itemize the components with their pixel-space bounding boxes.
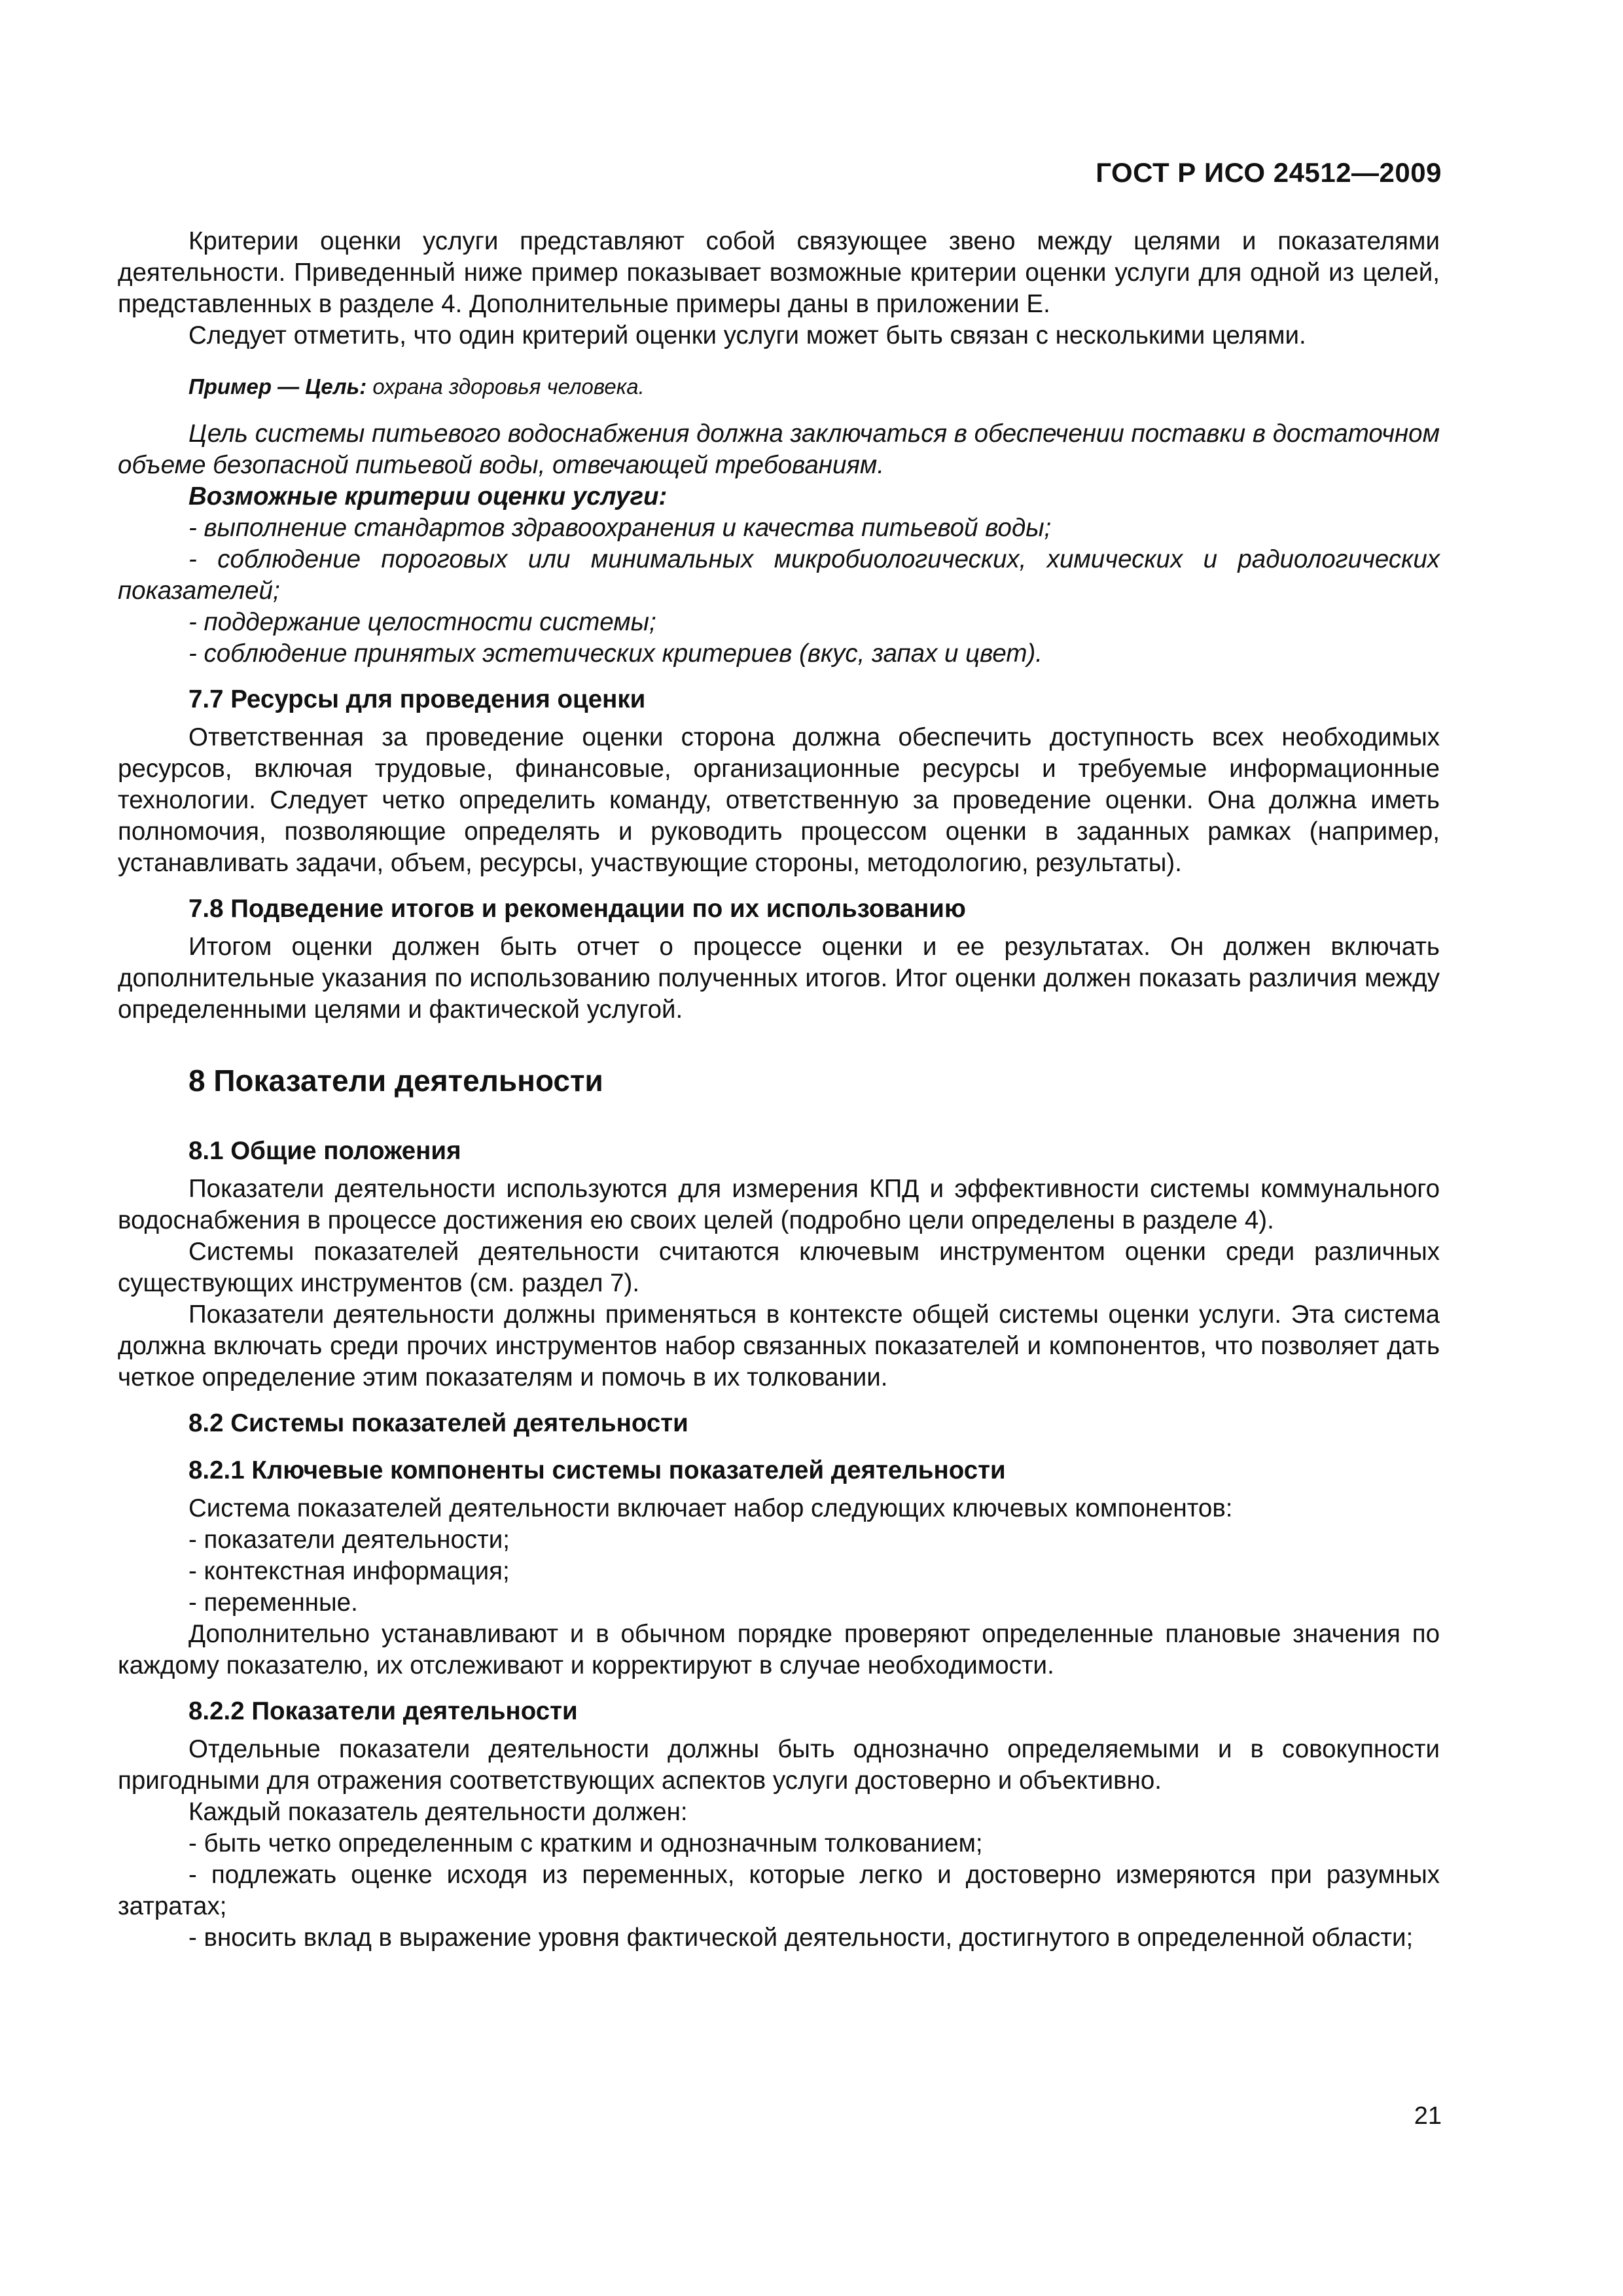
example-label-text: охрана здоровья человека. [366,374,645,399]
section-heading-8-2-2: 8.2.2 Показатели деятельности [188,1697,578,1725]
list-item: - соблюдение пороговых или минимальных микробиологических, химических и радиологических показателей; [118,545,1440,605]
document-header: ГОСТ Р ИСО 24512—2009 [1096,157,1442,188]
paragraph: Отдельные показатели деятельности должны быть однозначно определяемыми и в совокупности пригодными для отражения соответствующих аспектов услуги достоверно и объективно. [118,1735,1440,1795]
paragraph: Показатели деятельности должны применяться в контексте общей системы оценки услуги. Эта система должна включать среди прочих инструментов набор связанных показателей и компонентов, что позволяет дать четкое определение этим показателям и помочь в их толковании. [118,1300,1440,1391]
criteria-title: Возможные критерии оценки услуги: [188,482,668,511]
paragraph: Система показателей деятельности включает набор следующих ключевых компонентов: [188,1494,1233,1522]
section-heading-8-1: 8.1 Общие положения [188,1137,461,1165]
list-item: - контекстная информация; [188,1557,510,1585]
paragraph: Каждый показатель деятельности должен: [188,1798,688,1826]
paragraph: Системы показателей деятельности считаются ключевым инструментом оценки среди различных существующих инструментов (см. раздел 7). [118,1238,1440,1297]
section-heading-7-7: 7.7 Ресурсы для проведения оценки [188,685,646,713]
list-item: - показатели деятельности; [188,1526,510,1554]
section-heading-8-2-1: 8.2.1 Ключевые компоненты системы показателей деятельности [188,1456,1006,1484]
list-item: - выполнение стандартов здравоохранения и качества питьевой воды; [188,514,1052,542]
example-label [118,371,1440,403]
page-content [118,226,1440,1954]
paragraph: Дополнительно устанавливают и в обычном порядке проверяют определенные плановые значения по каждому показателю, их отслеживают и корректируют в случае необходимости. [118,1620,1440,1679]
example-goal: Цель системы питьевого водоснабжения должна заключаться в обеспечении поставки в достаточном объеме безопасной питьевой воды, отвечающей требованиям. [118,420,1440,479]
paragraph: Итогом оценки должен быть отчет о процессе оценки и ее результатах. Он должен включать дополнительные указания по использованию полученных итогов. Итог оценки должен показать различия между определенными целями и фактической услугой. [118,933,1440,1024]
paragraph: Показатели деятельности используются для измерения КПД и эффективности системы коммунального водоснабжения в процессе достижения ею своих целей (подробно цели определены в разделе 4). [118,1175,1440,1234]
page-number: 21 [1414,2102,1442,2130]
section-heading-8: 8 Показатели деятельности [188,1064,603,1098]
list-item: - подлежать оценке исходя из переменных, которые легко и достоверно измеряются при разумных затратах; [118,1861,1440,1920]
example-label-bold: Пример — Цель: [188,374,367,399]
list-item: - быть четко определенным с кратким и однозначным толкованием; [188,1829,983,1857]
list-item: - переменные. [188,1588,358,1617]
paragraph: Ответственная за проведение оценки сторона должна обеспечить доступность всех необходимых ресурсов, включая трудовые, финансовые, организационные ресурсы и требуемые информационные технологии. Следует четко определить команду, ответственную за проведение оценки. Она должна иметь полномочия, позволяющие определять и руководить процессом оценки в заданных рамках (например, устанавливать задачи, объем, ресурсы, участвующие стороны, методологию, результаты). [118,723,1440,877]
paragraph: Следует отметить, что один критерий оценки услуги может быть связан с несколькими целями. [188,321,1306,350]
section-heading-8-2: 8.2 Системы показателей деятельности [188,1409,688,1437]
paragraph: Критерии оценки услуги представляют собой связующее звено между целями и показателями деятельности. Приведенный ниже пример показывает возможные критерии оценки услуги для одной из целей, представленных в разделе 4. Дополнительные примеры даны в приложении Е. [118,227,1440,318]
list-item: - поддержание целостности системы; [188,608,656,636]
list-item: - соблюдение принятых эстетических критериев (вкус, запах и цвет). [188,639,1043,668]
section-heading-7-8: 7.8 Подведение итогов и рекомендации по их использованию [188,895,966,923]
list-item: - вносить вклад в выражение уровня фактической деятельности, достигнутого в определенной области; [188,1924,1414,1952]
